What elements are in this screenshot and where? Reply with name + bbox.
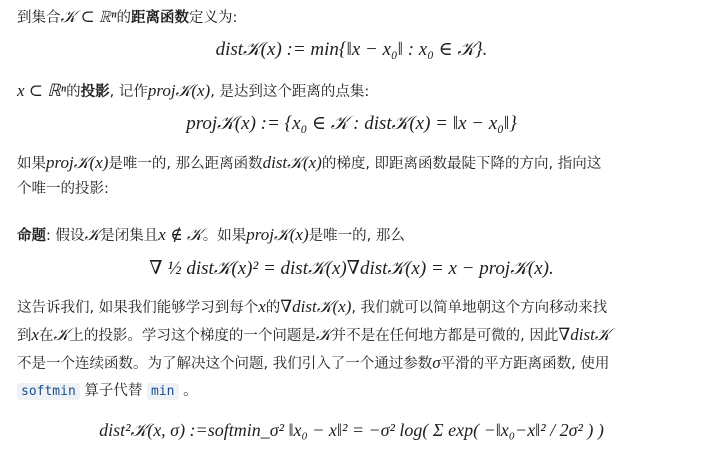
math-grad: ∇dist𝒦 [558, 325, 611, 344]
gradient-line-2: 个唯一的投影: [17, 181, 109, 197]
equation-distance: dist𝒦(x) := min{‖x − x₀‖ : x₀ ∈ 𝒦}. [215, 39, 488, 60]
text: 上的投影。学习这个梯度的一个问题是 [69, 328, 316, 344]
term-distance-function: 距离函数 [130, 10, 189, 26]
math-k: 𝒦 [53, 325, 70, 344]
text: , 记作 [109, 84, 148, 100]
math-k: 𝒦 [315, 325, 332, 344]
term-projection: 投影 [80, 84, 110, 100]
text: 算子代替 [84, 383, 143, 399]
text: 平滑的平方距离函数, 使用 [440, 356, 610, 372]
text: 。 [183, 383, 198, 399]
math-set: 𝒦 ⊂ ℝⁿ [60, 7, 117, 26]
body-line-3 [17, 353, 609, 374]
math-sigma: σ [432, 353, 441, 372]
math-proj: proj𝒦(x) [147, 81, 211, 100]
math-notin: x ∉ 𝒦 [158, 225, 203, 244]
text: , 我们就可以简单地朝这个方向移动来找 [351, 300, 608, 316]
text: 是唯一的, 那么距离函数 [108, 156, 263, 172]
code-softmin: softmin [17, 383, 80, 400]
text: 是闭集且 [100, 228, 159, 244]
text: 如果 [17, 156, 46, 172]
math-proj: proj𝒦(x) [46, 153, 109, 172]
text: 的 [265, 300, 281, 316]
math-k: 𝒦 [84, 225, 101, 244]
body-line-2 [17, 325, 611, 346]
text: 并不是在任何地方都是可微的, 因此 [331, 328, 559, 344]
text: 的 [116, 10, 131, 26]
proposition-line [17, 225, 405, 246]
math-dist: dist𝒦(x) [262, 153, 322, 172]
text: 定义为: [188, 10, 238, 26]
text: , 是达到这个距离的点集: [210, 84, 370, 100]
text: 到集合 [17, 10, 61, 26]
math-x: x [31, 325, 40, 344]
equation-softmin: dist²𝒦(x, σ) :=softmin_σ² ‖x₀ − x‖² = −σ² log( Σ exp( −‖x₀−x‖² / 2σ² ) ) [99, 420, 604, 440]
intro-line [17, 7, 237, 28]
text: 这告诉我们, 如果我们能够学习到每个 [17, 300, 259, 316]
equation-projection: proj𝒦(x) := {x₀ ∈ 𝒦 : dist𝒦(x) = ‖x − x₀‖} [186, 113, 517, 134]
text: 是唯一的, 那么 [308, 228, 405, 244]
math-x: x [258, 297, 266, 316]
gradient-line-1 [17, 153, 601, 174]
text: 在 [39, 328, 54, 344]
math-grad: ∇dist𝒦(x) [280, 297, 352, 316]
equation-gradient: ∇ ½ dist𝒦(x)² = dist𝒦(x)∇dist𝒦(x) = x − proj𝒦(x). [149, 258, 554, 279]
math-x: x ⊂ ℝⁿ [17, 81, 67, 100]
body-line-4 [17, 381, 198, 402]
math-proj: proj𝒦(x) [246, 225, 309, 244]
body-line-1 [17, 297, 607, 318]
projection-line [17, 81, 369, 102]
text: 不是一个连续函数。为了解决这个问题, 我们引入了一个通过参数 [17, 356, 433, 372]
text: 。如果 [202, 228, 247, 244]
text: 到 [17, 328, 32, 344]
proposition-label: 命题 [17, 228, 46, 244]
code-min: min [147, 383, 178, 400]
text: 的 [66, 84, 81, 100]
text: 的梯度, 即距离函数最陡下降的方向, 指向这 [321, 156, 602, 172]
text: : 假设 [46, 228, 85, 244]
